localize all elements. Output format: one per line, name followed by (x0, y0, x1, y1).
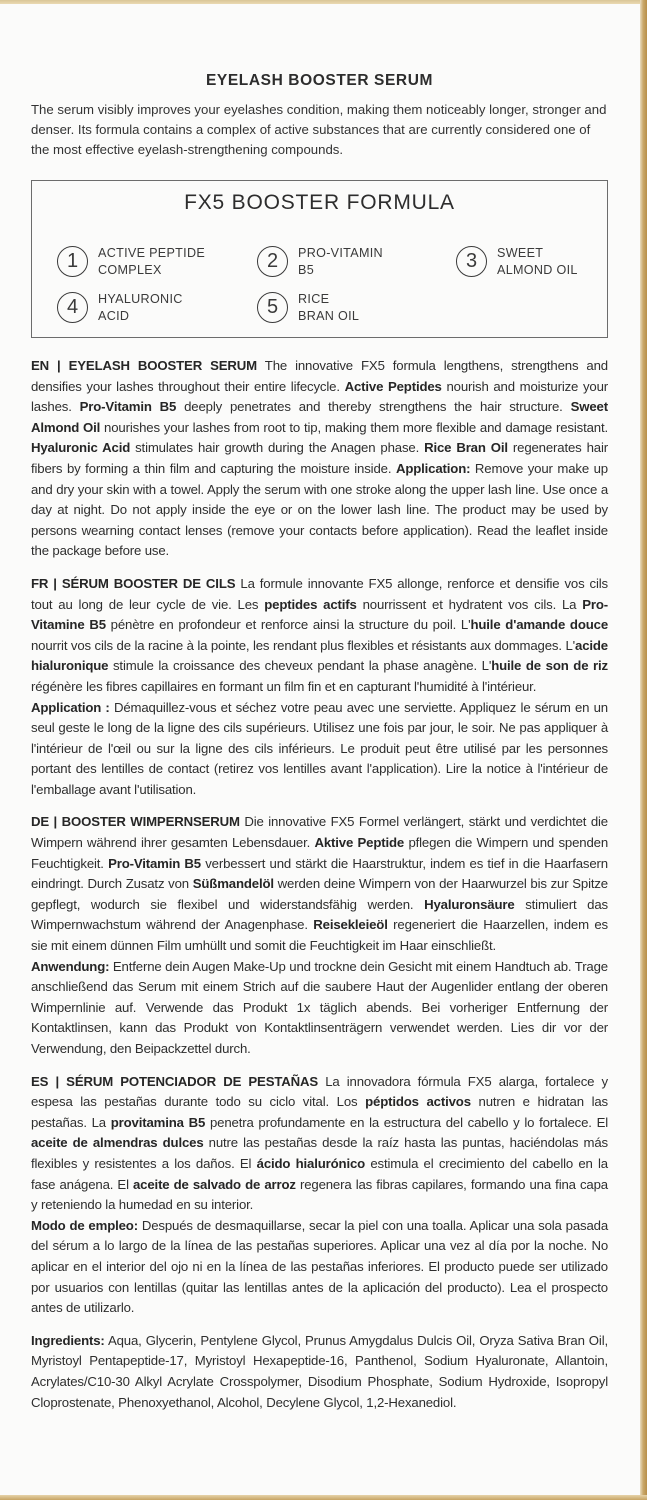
section-text: nourrit vos cils de la racine à la pointe, les rendant plus flexibles et résistants aux dommages. L' (31, 637, 576, 653)
section-bold: ácido hialurónico (256, 1155, 366, 1171)
section-text: nourish and moisturize your lashes. (31, 378, 608, 415)
formula-item-4 (57, 291, 208, 324)
formula-item-line: HYALURONIC (98, 292, 183, 306)
formula-item-line: BRAN OIL (298, 308, 360, 323)
formula-item-line: RICE (298, 292, 330, 306)
formula-title: FX5 BOOSTER FORMULA (184, 191, 455, 214)
section-text: nourishes your lashes from root to tip, making them more flexible and damage resistant. (100, 419, 608, 435)
section-text: penetra profundamente en la estructura del cabello y lo fortalece. El (205, 1114, 609, 1130)
gold-border-top (0, 0, 647, 4)
formula-item-line: B5 (298, 262, 315, 277)
section-heading: EN | EYELASH BOOSTER SERUM (31, 358, 257, 373)
section-bold: Pro-Vitamin B5 (108, 855, 201, 871)
section-heading: ES | SÉRUM POTENCIADOR DE PESTAÑAS (31, 1073, 319, 1089)
section-bold: Reisekleieöl (313, 917, 388, 933)
section-bold: Application : (31, 699, 110, 715)
formula-item-2 (257, 245, 408, 278)
section-bold: Hyaluronic Acid (31, 440, 131, 456)
formula-item-line: SWEET (497, 246, 544, 260)
formula-item-line: ACID (98, 308, 130, 323)
section-es (31, 1072, 608, 1319)
section-bold: Modo de empleo: (31, 1217, 138, 1233)
section-text: Die innovative FX5 Formel verlängert, stärkt und verdichtet die Wimpern während ihrer gesamten Lebensdauer. (31, 814, 608, 851)
section-bold: acide hialuronique (31, 637, 608, 674)
gold-border-right (640, 0, 647, 1500)
section-bold: Active Peptides (344, 378, 442, 394)
formula-item-line: COMPLEX (98, 262, 162, 277)
ingredients-heading: Ingredients: (31, 1332, 105, 1348)
panel-content (31, 72, 608, 1413)
section-text: La innovadora fórmula FX5 alarga, fortalece y espesa las pestañas durante todo su ciclo vital. Los (31, 1073, 608, 1110)
section-heading: DE | BOOSTER WIMPERNSERUM (31, 814, 240, 830)
formula-item-line: ACTIVE PEPTIDE (98, 246, 206, 260)
section-text: Remove your make up and dry your skin with a towel. Apply the serum with one stroke along the upper lash line. Use once a day at night. Do not apply inside the eye or on the lower lash line. The product may be used by persons wearning contact lenses (remove your contacts before application). Read the leaflet inside the package before use. (31, 460, 608, 559)
section-bold: huile d'amande douce (470, 617, 609, 633)
formula-item-1 (57, 245, 208, 278)
formula-item-label (298, 245, 408, 278)
section-bold: Anwendung: (31, 958, 110, 974)
formula-item-line: PRO-VITAMIN (298, 246, 383, 260)
section-bold: péptidos activos (365, 1094, 471, 1110)
section-text: werden deine Wimpern von der Haarwurzel bis zur Spitze gepflegt, wodurch sie flexibel und widerstandsfähig werden. (31, 876, 608, 912)
number-3-icon: 3 (456, 246, 487, 277)
section-text: Démaquillez-vous et séchez votre peau avec une serviette. Appliquez le sérum en un seul geste le long de la ligne des cils supérieurs. Utilisez une fois par jour, le soir. Ne pas appliquer à l'intérieur de l'œil ou sur la ligne des cils inférieurs. Le produit peut être utilisé par les personnes portant des lentilles de contact (retirez vos lentilles avant l'application). Lire la notice à l'intérieur de l'emballage avant l'utilisation. (31, 699, 608, 797)
section-fr (31, 574, 608, 801)
section-text: La formule innovante FX5 allonge, renforce et densifie vos cils tout au long de leur cycle de vie. Les (31, 575, 608, 612)
section-text: régénère les fibres capillaires en formant un film fin et en capturant l'humidité à l'intérieur. (31, 678, 537, 694)
section-en (31, 356, 608, 562)
formula-item-label (98, 291, 208, 324)
formula-item-5 (257, 291, 408, 324)
section-bold: Hyaluronsäure (424, 896, 515, 912)
section-text: estimula el crecimiento del cabello en la fase anágena. El (31, 1155, 608, 1192)
ingredients-list (31, 1331, 608, 1413)
section-text: pflegen die Wimpern und spenden Feuchtigkeit. (31, 835, 609, 871)
section-bold: Süßmandelöl (192, 876, 274, 892)
section-text: pénètre en profondeur et renforce ainsi la structure du poil. L' (105, 617, 471, 633)
number-2-icon: 2 (257, 246, 288, 277)
section-bold: Aktive Peptide (314, 835, 405, 851)
number-1-icon: 1 (57, 246, 88, 277)
section-text: stimule la croissance des cheveux pendant la phase anagène. L' (108, 658, 492, 674)
section-bold: Sweet Almond Oil (31, 399, 608, 435)
section-text: regenera las fibras capilares, formando una fina capa y reteniendo la humedad en su interior. (31, 1176, 608, 1213)
section-text: Después de desmaquillarse, secar la piel con una toalla. Aplicar una sola pasada del sérum a lo largo de la línea de las pestañas superiores. Aplicar una vez al día por la noche. No aplicar en el interior del ojo ni en la línea de las pestañas inferiores. El producto puede ser utilizado por usuarios con lentillas (quitar las lentillas antes de la aplicación del producto). Lea el prospecto antes de utilizarlo. (31, 1217, 609, 1316)
section-text: regeneriert die Haarzellen, indem es sie mit einem dünnen Film umhüllt und somit die Feuchtigkeit im Haar einschließt. (31, 917, 608, 954)
formula-item-3 (456, 245, 607, 278)
section-text: verbessert und stärkt die Haarstruktur, indem es tief in die Haarfasern eindringt. Durch Zusatz von (31, 855, 608, 892)
formula-box (31, 180, 608, 338)
section-bold: Pro-Vitamin B5 (79, 399, 177, 415)
product-title: EYELASH BOOSTER SERUM (205, 72, 434, 89)
section-bold: aceite de almendras dulces (31, 1135, 204, 1151)
section-text: stimuliert das Wimpernwachstum während der Anagenphase. (31, 896, 608, 933)
section-bold: Rice Bran Oil (424, 440, 508, 456)
section-text: deeply penetrates and thereby strengthens the hair structure. (176, 399, 571, 415)
section-bold: peptides actifs (264, 596, 357, 612)
section-bold: Pro-Vitamine B5 (31, 596, 609, 633)
section-bold: aceite de salvado de arroz (133, 1176, 296, 1192)
section-bold: huile de son de riz (491, 658, 608, 674)
section-text: nutre las pestañas desde la raíz hasta las puntas, haciéndolas más flexibles y resistentes a los daños. El (31, 1135, 608, 1171)
section-text: regenerates hair fibers by forming a thin film and capturing the moisture inside. (31, 440, 608, 476)
section-bold: provitamina B5 (110, 1114, 206, 1130)
formula-item-label (298, 291, 408, 324)
formula-item-label (497, 245, 607, 278)
section-bold: Application: (395, 460, 471, 476)
number-4-icon: 4 (57, 292, 88, 323)
gold-border-bottom (0, 1495, 647, 1500)
section-text: stimulates hair growth during the Anagen phase. (130, 440, 425, 456)
formula-item-label (98, 245, 208, 278)
section-heading: FR | SÉRUM BOOSTER DE CILS (31, 575, 236, 591)
product-intro: The serum visibly improves your eyelashes condition, making them noticeably longer, stronger and denser. Its formula contains a complex of active substances that are currently considered one of the most effective eyelash-strengthening compounds. (31, 102, 607, 157)
number-5-icon: 5 (257, 292, 288, 323)
section-text: Entferne dein Augen Make-Up und trockne dein Gesicht mit einem Handtuch ab. Trage anschließend das Serum mit einem Strich auf die saubere Haut der Augenlider entlang der oberen Wimpernlinie auf. Verwende das Produkt 1x täglich abends. Bei vorheriger Entfernung der Kontaktlinsen, kann das Produkt von Kontaktlinsenträgern verwendet werden. Lies dir vor der Verwendung, den Beipackzettel durch. (31, 958, 608, 1056)
ingredients-text: Aqua, Glycerin, Pentylene Glycol, Prunus Amygdalus Dulcis Oil, Oryza Sativa Bran Oil, Myristoyl Pentapeptide-17, Myristoyl Hexapeptide-16, Panthenol, Sodium Hyaluronate, Allantoin, Acrylates/C10-30 Alkyl Acrylate Crosspolymer, Disodium Phosphate, Sodium Hydroxide, Isopropyl Cloprostenate, Phenoxyethanol, Alcohol, Decylene Glycol, 1,2-Hexanediol. (31, 1332, 608, 1410)
section-text: The innovative FX5 formula lengthens, strengthens and densifies your lashes throughout their entire lifecycle. (31, 358, 608, 394)
formula-item-line: ALMOND OIL (497, 262, 578, 277)
section-text: nourrissent et hydratent vos cils. La (356, 596, 583, 612)
section-de (31, 812, 608, 1059)
section-text: nutren e hidratan las pestañas. La (31, 1094, 608, 1130)
